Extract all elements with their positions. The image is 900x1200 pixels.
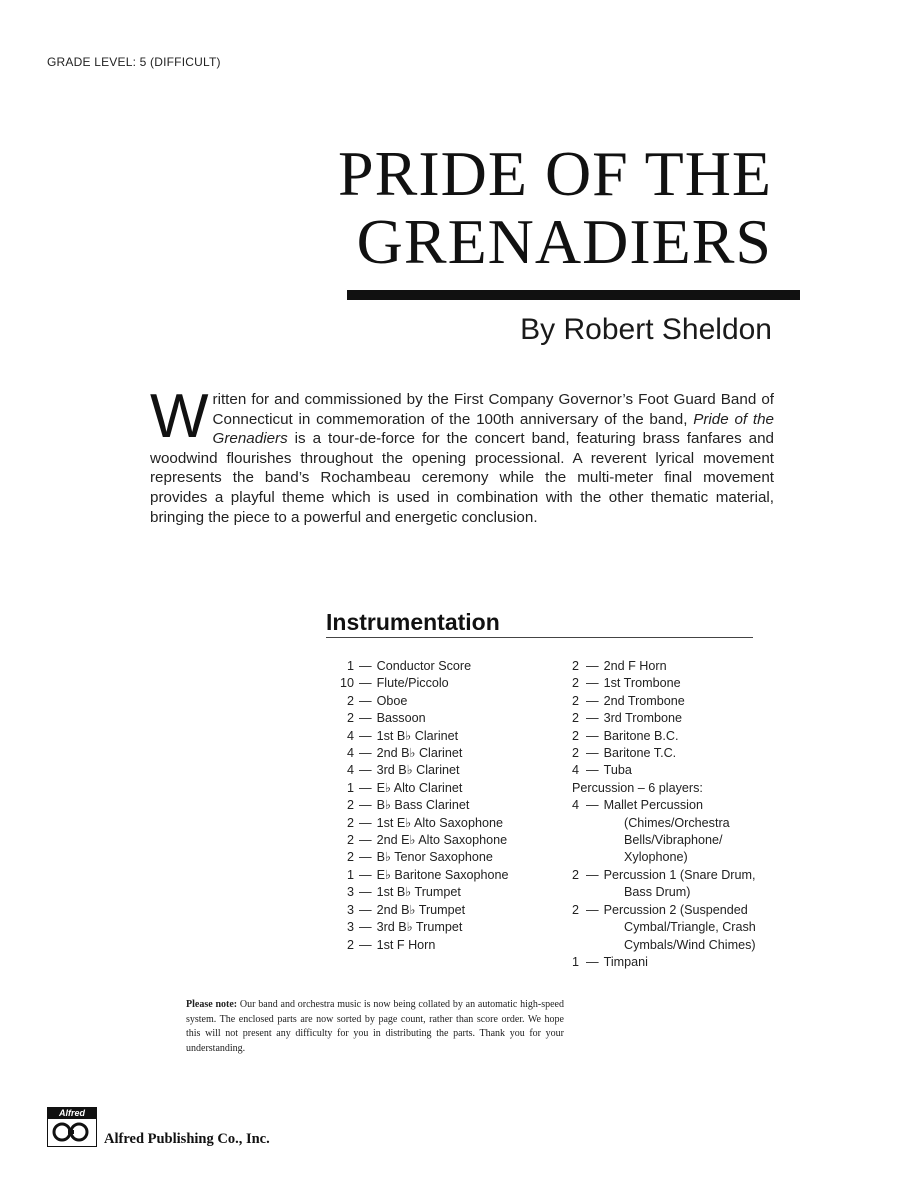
logo-label: Alfred (48, 1108, 96, 1119)
instrument-name: Tuba (603, 763, 632, 778)
instrument-qty: 2 (346, 693, 354, 708)
title-rule (347, 290, 800, 300)
instrument-qty: 2 (346, 850, 354, 865)
instrument-dash: — (586, 867, 599, 882)
instrument-name: Mallet Percussion (603, 798, 703, 813)
instrument-dash: — (359, 920, 372, 935)
instrument-name: 1st B♭ Clarinet (376, 728, 459, 743)
instrument-qty: 4 (572, 763, 580, 778)
instrument-qty: 1 (572, 954, 580, 969)
instrument-row (572, 710, 802, 727)
instrument-dash: — (359, 676, 372, 691)
instrument-qty: 2 (572, 902, 580, 917)
grade-level: GRADE LEVEL: 5 (DIFFICULT) (47, 55, 221, 69)
instrumentation-rule (326, 637, 753, 638)
instrument-dash: — (586, 711, 599, 726)
intro-paragraph (150, 382, 774, 527)
instrument-row (318, 849, 558, 866)
publisher-name: Alfred Publishing Co., Inc. (104, 1131, 270, 1147)
instrument-dash: — (359, 659, 372, 673)
instrument-name-cont: Bells/Vibraphone/ (624, 833, 723, 848)
percussion-row (572, 902, 802, 919)
instrument-qty: 1 (346, 867, 354, 882)
instrument-name: 3rd B♭ Trumpet (376, 920, 463, 935)
instrument-row (318, 797, 558, 814)
instrument-name: 2nd B♭ Clarinet (376, 746, 463, 761)
instrument-qty: 2 (346, 937, 354, 952)
instrument-dash: — (586, 954, 599, 969)
instrument-dash: — (359, 902, 372, 917)
instrument-qty: 2 (572, 676, 580, 691)
instrument-qty: 2 (346, 815, 354, 830)
instrument-row (318, 658, 558, 675)
instrument-qty: 2 (572, 711, 580, 726)
instrument-row (318, 937, 558, 954)
instrument-name: 3rd Trombone (603, 711, 682, 726)
instrumentation-heading: Instrumentation (326, 609, 500, 635)
instrument-name: Oboe (376, 693, 408, 708)
instrument-qty: 4 (346, 763, 354, 778)
instrument-list-right (572, 658, 802, 971)
instrument-dash: — (586, 746, 599, 761)
instrument-name-cont: Bass Drum) (624, 885, 691, 900)
instrument-name: Baritone B.C. (603, 728, 679, 743)
instrument-dash: — (359, 833, 372, 848)
instrument-qty: 3 (346, 885, 354, 900)
instrument-name: E♭ Alto Clarinet (376, 780, 463, 795)
instrument-name-cont: Cymbal/Triangle, Crash (624, 920, 756, 935)
intro-text-1: ritten for and commissioned by the First Company Governor’s Foot Guard Band of Connecticut in commemoration of the 100th anniversary of the band, (212, 391, 774, 428)
instrument-qty: 2 (572, 659, 580, 673)
title-line-1: PRIDE OF THE (338, 138, 772, 209)
drop-cap: W (150, 382, 209, 451)
instrument-dash: — (359, 780, 372, 795)
percussion-row (572, 797, 802, 814)
instrument-name: 1st Trombone (603, 676, 681, 691)
instrument-name: E♭ Baritone Saxophone (376, 867, 509, 882)
instrument-name: B♭ Bass Clarinet (376, 798, 470, 813)
instrument-dash: — (359, 850, 372, 865)
instrument-name: 2nd F Horn (603, 659, 667, 673)
instrument-name: 2nd B♭ Trumpet (376, 902, 466, 917)
instrument-name: Baritone T.C. (603, 746, 677, 761)
instrument-dash: — (359, 937, 372, 952)
instrument-dash: — (359, 746, 372, 761)
instrument-dash: — (586, 763, 599, 778)
instrument-list-left (318, 658, 558, 954)
instrument-name-cont: (Chimes/Orchestra (624, 815, 730, 830)
instrument-qty: 2 (572, 746, 580, 761)
instrument-dash: — (359, 798, 372, 813)
page-title (152, 140, 772, 276)
instrument-name: Percussion 1 (Snare Drum, (603, 867, 756, 882)
instrument-dash: — (359, 815, 372, 830)
intro-text-2: is a tour-de-force for the concert band, featuring brass fanfares and woodwind flourishes throughout the opening processional. A reverent lyrical movement represents the band’s Rochambeau ceremony while the multi-meter final movement provides a playful theme which is used in combination with the other thematic material, bringing the piece to a powerful and energetic conclusion. (150, 430, 774, 526)
instrument-row (318, 919, 558, 936)
instrument-name: 1st E♭ Alto Saxophone (376, 815, 503, 830)
instrument-name-cont: Cymbals/Wind Chimes) (624, 937, 756, 952)
instrument-name: Flute/Piccolo (376, 676, 449, 691)
intro-title-italic: Pride of the Grenadiers (212, 410, 774, 448)
instrument-row (318, 884, 558, 901)
instrument-row (318, 675, 558, 692)
instrument-name: Conductor Score (376, 659, 472, 673)
instrument-name-cont: Xylophone) (624, 850, 688, 865)
instrument-qty: 2 (572, 728, 580, 743)
instrument-dash: — (586, 676, 599, 691)
instrument-row (572, 693, 802, 710)
instrument-name: 3rd B♭ Clarinet (376, 763, 460, 778)
please-note (186, 998, 564, 1056)
alfred-logo (47, 1107, 97, 1147)
instrument-row (572, 745, 802, 762)
instrument-dash: — (586, 659, 599, 673)
percussion-row (572, 867, 802, 884)
instrument-row (572, 762, 802, 779)
instrument-name: Percussion 2 (Suspended (603, 902, 748, 917)
instrument-row (318, 728, 558, 745)
instrument-dash: — (586, 728, 599, 743)
instrument-row (318, 815, 558, 832)
instrument-name: Timpani (603, 954, 648, 969)
note-text: Our band and orchestra music is now being collated by an automatic high-speed system. The enclosed parts are now sorted by page count, rather than score order. We hope this will not present any difficulty for you in distributing the parts. Thank you for your understanding. (186, 999, 564, 1054)
instrument-qty: 4 (346, 746, 354, 761)
instrument-qty: 2 (346, 833, 354, 848)
instrument-qty: 3 (346, 920, 354, 935)
instrument-qty: 2 (572, 693, 580, 708)
instrument-name: 2nd E♭ Alto Saxophone (376, 833, 508, 848)
percussion-heading: Percussion – 6 players: (572, 780, 703, 795)
instrument-row (318, 710, 558, 727)
instrument-name: 2nd Trombone (603, 693, 685, 708)
instrument-row (318, 762, 558, 779)
instrument-qty: 3 (346, 902, 354, 917)
logo-mark-icon (48, 1119, 95, 1145)
instrument-qty: 10 (339, 676, 354, 691)
instrument-name: Bassoon (376, 711, 426, 726)
instrument-row (318, 832, 558, 849)
instrument-qty: 1 (346, 659, 354, 673)
instrument-dash: — (359, 711, 372, 726)
instrument-dash: — (359, 693, 372, 708)
instrument-row (318, 693, 558, 710)
instrument-qty: 1 (346, 780, 354, 795)
instrument-row (572, 675, 802, 692)
instrument-dash: — (359, 867, 372, 882)
instrument-row (318, 902, 558, 919)
instrument-dash: — (359, 728, 372, 743)
percussion-row (572, 954, 802, 971)
instrument-qty: 2 (572, 867, 580, 882)
instrument-row (572, 728, 802, 745)
instrument-dash: — (586, 798, 599, 813)
note-label: Please note: (186, 999, 238, 1010)
instrument-name: 1st F Horn (376, 937, 436, 952)
instrument-row (572, 658, 802, 675)
instrument-qty: 2 (346, 711, 354, 726)
instrument-row (318, 780, 558, 797)
instrument-qty: 2 (346, 798, 354, 813)
instrument-row (318, 867, 558, 884)
instrument-name: 1st B♭ Trumpet (376, 885, 461, 900)
instrument-name: B♭ Tenor Saxophone (376, 850, 493, 865)
title-line-2: GRENADIERS (356, 206, 772, 277)
instrument-qty: 4 (572, 798, 580, 813)
instrument-dash: — (359, 885, 372, 900)
instrument-row (318, 745, 558, 762)
instrument-qty: 4 (346, 728, 354, 743)
byline: By Robert Sheldon (520, 313, 772, 346)
instrument-dash: — (586, 693, 599, 708)
instrument-dash: — (586, 902, 599, 917)
instrument-dash: — (359, 763, 372, 778)
